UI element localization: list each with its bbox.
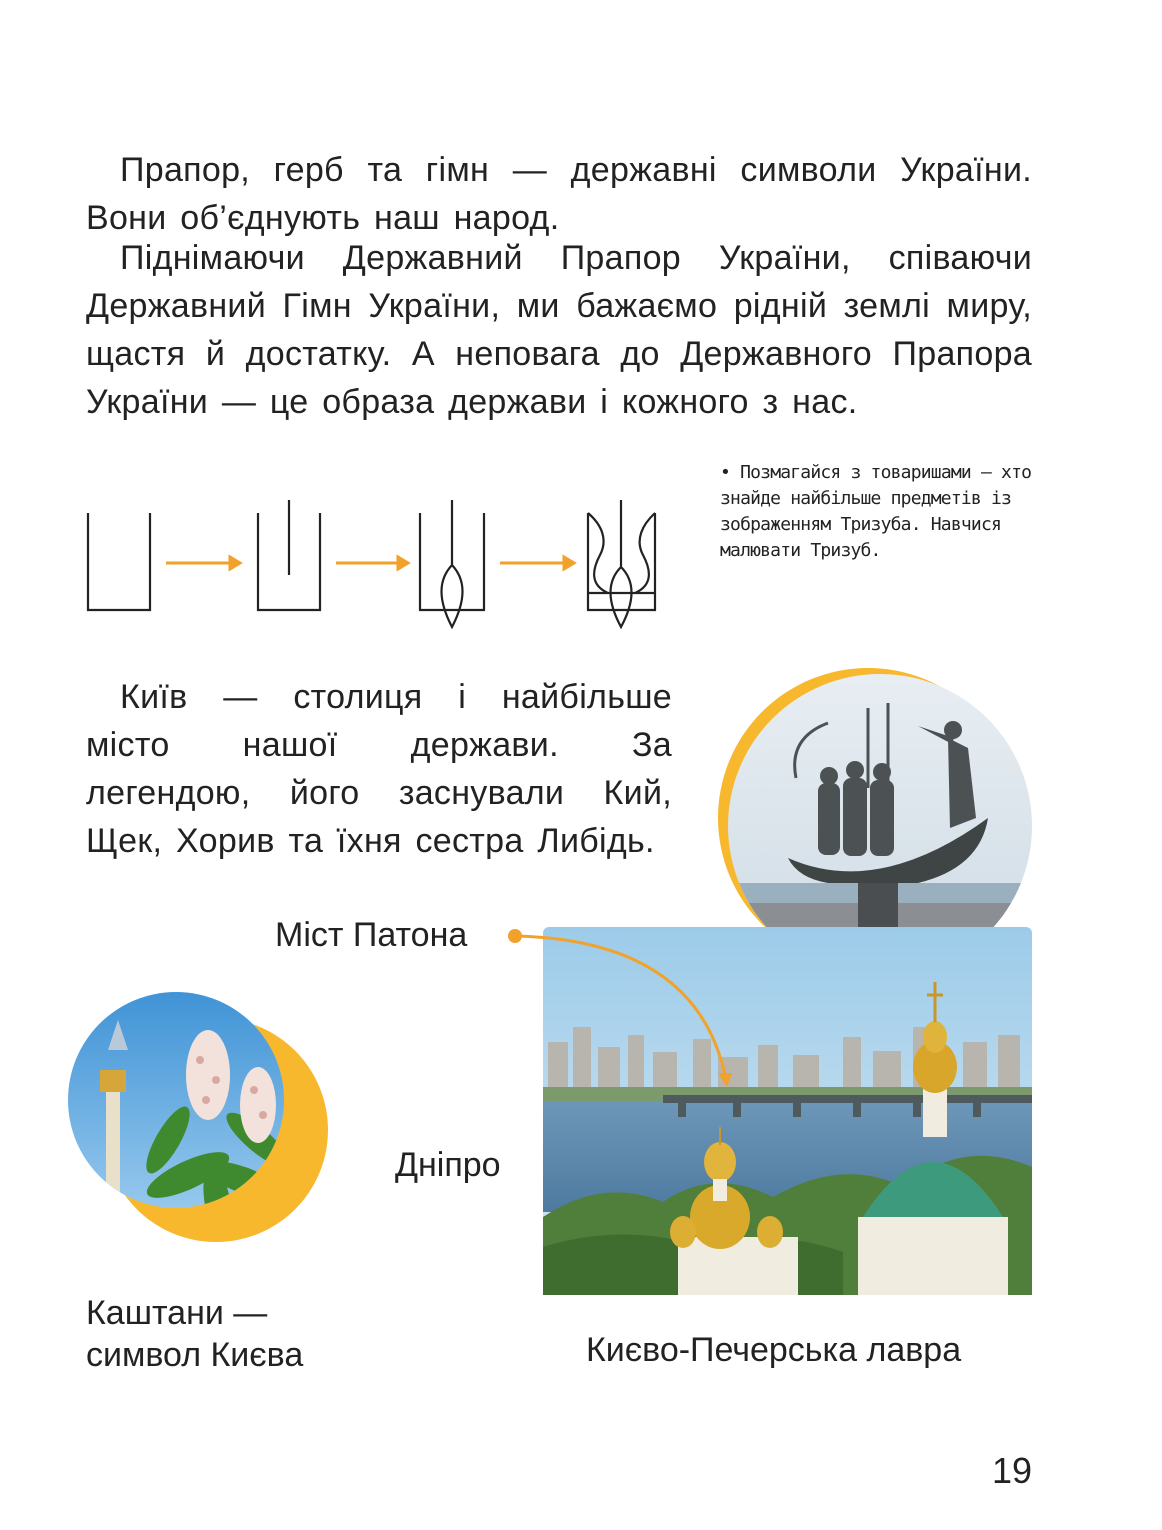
paragraph-kyiv: Київ — столиця і найбільше місто нашої держави. За легендою, його заснували Кий, Щек, Хорив та їхня сестра Либідь. <box>86 678 672 860</box>
paragraph-flag-anthem: Піднімаючи Державний Прапор України, співаючи Державний Гімн України, ми бажаємо рідній землі миру, щастя й достатку. А неповага до Державного Прапора України — це образа держави і кожного з нас. <box>86 239 1032 421</box>
trident-step-4 <box>588 500 655 627</box>
bullet-icon: • <box>720 462 741 483</box>
trident-drawing-steps <box>80 495 670 635</box>
label-chestnuts: Каштани — символ Києва <box>86 1294 304 1374</box>
trident-step-1 <box>88 513 150 610</box>
page-number: 19 <box>991 1450 1032 1491</box>
label-paton-bridge: Міст Патона <box>275 916 468 954</box>
paragraph-state-symbols: Прапор, герб та гімн — державні символи України. Вони об’єднують наш народ. <box>86 151 1032 237</box>
activity-note: • Позмагайся з товаришами — хто знайде найбільше предметів із зображенням Тризуба. Навчися малювати Тризуб. <box>720 462 1032 561</box>
chestnut-blossom-photo <box>68 990 340 1250</box>
trident-step-2 <box>258 500 320 610</box>
trident-step-3 <box>420 500 484 627</box>
label-dnipro-river: Дніпро <box>395 1146 501 1184</box>
bridge-callout-arrow <box>505 925 745 1095</box>
label-lavra: Києво-Печерська лавра <box>586 1331 962 1369</box>
